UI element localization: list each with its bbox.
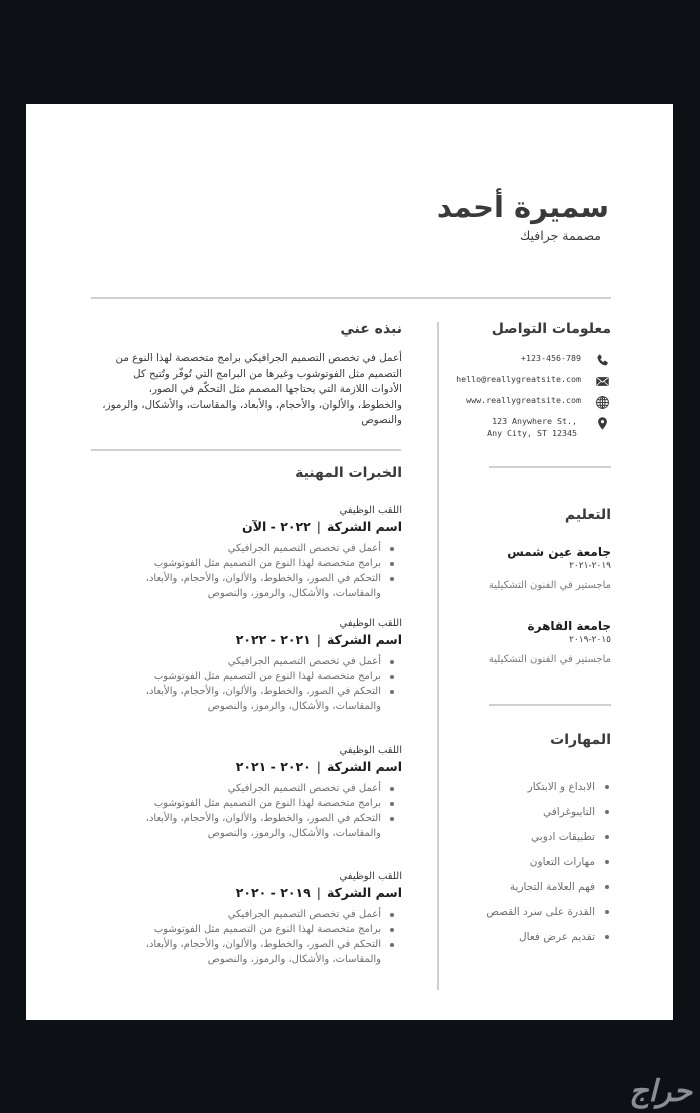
- contact-phone-text: +123-456-789: [521, 353, 581, 363]
- haraj-watermark-logo: حراج: [629, 1074, 692, 1109]
- education-degree: ماجستير في الفنون التشكيلية: [488, 580, 611, 591]
- education-item: [431, 618, 611, 669]
- bullet-icon: [390, 660, 394, 664]
- job-bullets: [102, 781, 402, 841]
- job-bullet-text: التحكم في الصور، والخطوط، والألوان، والأحجام، والأبعاد، والمقاسات، والأشكال، والرموز، والنصوص: [145, 939, 381, 965]
- location-pin-icon: [593, 415, 611, 431]
- job-company: اسم الشركة: [326, 632, 402, 647]
- skill-item: [441, 849, 611, 874]
- skill-label: تقديم عرض فعال: [519, 930, 595, 943]
- job-bullet-text: برامج متخصصة لهذا النوع من التصميم مثل الفوتوشوب: [153, 798, 381, 809]
- job-separator: |: [316, 885, 321, 900]
- job-bullet: [102, 922, 402, 937]
- job-title: اللقب الوظيفي: [339, 618, 402, 629]
- education-divider: [489, 704, 611, 706]
- skill-item: [441, 774, 611, 799]
- skill-label: مهارات التعاون: [529, 855, 595, 868]
- job-separator: |: [316, 759, 321, 774]
- globe-icon: [593, 394, 611, 410]
- experience-section-title: الخبرات المهنية: [295, 465, 402, 481]
- experience-item: [102, 617, 402, 714]
- job-bullet: [102, 669, 402, 684]
- skills-section-title: المهارات: [550, 732, 611, 748]
- job-company: اسم الشركة: [326, 885, 402, 900]
- bullet-icon: [605, 910, 609, 914]
- job-company-period: [102, 758, 402, 775]
- job-title: اللقب الوظيفي: [339, 745, 402, 756]
- job-bullets: [102, 654, 402, 714]
- job-bullets: [102, 907, 402, 967]
- contact-phone: [421, 352, 611, 368]
- job-title: اللقب الوظيفي: [339, 505, 402, 516]
- job-bullet: [102, 796, 402, 811]
- about-divider: [91, 449, 401, 451]
- job-bullet: [102, 556, 402, 571]
- bullet-icon: [390, 943, 394, 947]
- sidebar-column: [451, 104, 611, 1020]
- job-bullet-text: برامج متخصصة لهذا النوع من التصميم مثل الفوتوشوب: [153, 924, 381, 935]
- job-bullet: [102, 811, 402, 841]
- job-bullet: [102, 571, 402, 601]
- job-bullet-text: أعمل في تخصص التصميم الجرافيكي: [227, 543, 381, 554]
- address-line-1: 123 Anywhere St.,: [492, 416, 577, 426]
- mail-icon: [593, 373, 611, 389]
- job-bullet: [102, 654, 402, 669]
- job-bullet: [102, 541, 402, 556]
- job-bullet: [102, 684, 402, 714]
- phone-icon: [593, 352, 611, 368]
- bullet-icon: [605, 835, 609, 839]
- bullet-icon: [390, 675, 394, 679]
- resume-name: سميرة أحمد: [436, 190, 609, 224]
- about-text: أعمل في تخصص التصميم الجرافيكي برامج متخصصة لهذا النوع من التصميم مثل الفوتوشوب وغيرها من البرامج التي تُوفّر وتُتيح كل الأدوات اللازمة التي يحتاجها المصمم مثل التحكّم في الصور، والخطوط، والألوان، والأحجام، والأبعاد، والمقاسات، والأشكال، والرموز، والنصوص: [102, 352, 402, 426]
- bullet-icon: [605, 860, 609, 864]
- job-title: اللقب الوظيفي: [339, 871, 402, 882]
- job-company-period: [102, 518, 402, 535]
- bullet-icon: [605, 885, 609, 889]
- bullet-icon: [605, 810, 609, 814]
- job-bullet-text: التحكم في الصور، والخطوط، والألوان، والأحجام، والأبعاد، والمقاسات، والأشكال، والرموز، والنصوص: [145, 573, 381, 599]
- education-university: جامعة عين شمس: [507, 545, 611, 559]
- contact-email: [421, 373, 611, 389]
- education-degree: ماجستير في الفنون التشكيلية: [488, 654, 611, 665]
- contact-list: [421, 352, 611, 454]
- job-bullet-text: أعمل في تخصص التصميم الجرافيكي: [227, 656, 381, 667]
- bullet-icon: [605, 935, 609, 939]
- skill-item: [441, 899, 611, 924]
- bullet-icon: [390, 562, 394, 566]
- resume-role: مصممة جرافيك: [519, 228, 601, 243]
- job-bullet-text: أعمل في تخصص التصميم الجرافيكي: [227, 783, 381, 794]
- job-bullet-text: التحكم في الصور، والخطوط، والألوان، والأحجام، والأبعاد، والمقاسات، والأشكال، والرموز، والنصوص: [145, 813, 381, 839]
- bullet-icon: [390, 787, 394, 791]
- skill-label: التايبوغرافي: [543, 805, 595, 818]
- job-bullets: [102, 541, 402, 601]
- address-line-2: Any City, ST 12345: [487, 428, 577, 438]
- bullet-icon: [390, 913, 394, 917]
- skill-label: القدرة على سرد القصص: [486, 905, 595, 918]
- job-bullet-text: التحكم في الصور، والخطوط، والألوان، والأحجام، والأبعاد، والمقاسات، والأشكال، والرموز، والنصوص: [145, 686, 381, 712]
- contact-website-text: www.reallygreatsite.com: [466, 395, 581, 405]
- job-company-period: [102, 884, 402, 901]
- skill-item: [441, 874, 611, 899]
- job-separator: |: [316, 519, 321, 534]
- skill-item: [441, 824, 611, 849]
- job-bullet-text: برامج متخصصة لهذا النوع من التصميم مثل الفوتوشوب: [153, 671, 381, 682]
- skill-label: تطبيقات ادوبي: [531, 830, 595, 843]
- skills-list: [441, 774, 611, 949]
- job-bullet-text: برامج متخصصة لهذا النوع من التصميم مثل الفوتوشوب: [153, 558, 381, 569]
- skill-label: الابداع و الابتكار: [527, 780, 595, 793]
- experience-item: [102, 504, 402, 601]
- job-period: ٢٠١٩ - ٢٠٢٠: [235, 885, 311, 900]
- contact-section-title: معلومات التواصل: [491, 321, 611, 337]
- job-bullet: [102, 907, 402, 922]
- education-section-title: التعليم: [564, 507, 611, 523]
- contact-email-text: hello@reallygreatsite.com: [456, 374, 581, 384]
- education-university: جامعة القاهرة: [527, 619, 611, 633]
- job-period: ٢٠٢٠ - ٢٠٢١: [235, 759, 311, 774]
- job-bullet-text: أعمل في تخصص التصميم الجرافيكي: [227, 909, 381, 920]
- bullet-icon: [390, 690, 394, 694]
- education-item: [431, 544, 611, 595]
- experience-item: [102, 870, 402, 967]
- job-bullet: [102, 781, 402, 796]
- experience-item: [102, 744, 402, 841]
- skill-label: فهم العلامة التجارية: [509, 880, 595, 893]
- job-period: ٢٠٢٢ - الآن: [242, 519, 311, 534]
- education-years: ٢٠١٩-٢٠٢١: [569, 561, 611, 571]
- about-section-title: نبذه عني: [340, 321, 402, 337]
- contact-address: [421, 415, 611, 449]
- job-company: اسم الشركة: [326, 759, 402, 774]
- job-bullet: [102, 937, 402, 967]
- bullet-icon: [605, 785, 609, 789]
- education-years: ٢٠١٥-٢٠١٩: [569, 635, 611, 645]
- bullet-icon: [390, 817, 394, 821]
- contact-address-text: [487, 415, 581, 439]
- skill-item: [441, 799, 611, 824]
- job-period: ٢٠٢١ - ٢٠٢٢: [235, 632, 311, 647]
- contact-website: [421, 394, 611, 410]
- bullet-icon: [390, 928, 394, 932]
- job-company: اسم الشركة: [326, 519, 402, 534]
- job-company-period: [102, 631, 402, 648]
- resume-page: [26, 104, 673, 1020]
- job-separator: |: [316, 632, 321, 647]
- contact-divider: [489, 466, 611, 468]
- bullet-icon: [390, 547, 394, 551]
- bullet-icon: [390, 577, 394, 581]
- bullet-icon: [390, 802, 394, 806]
- skill-item: [441, 924, 611, 949]
